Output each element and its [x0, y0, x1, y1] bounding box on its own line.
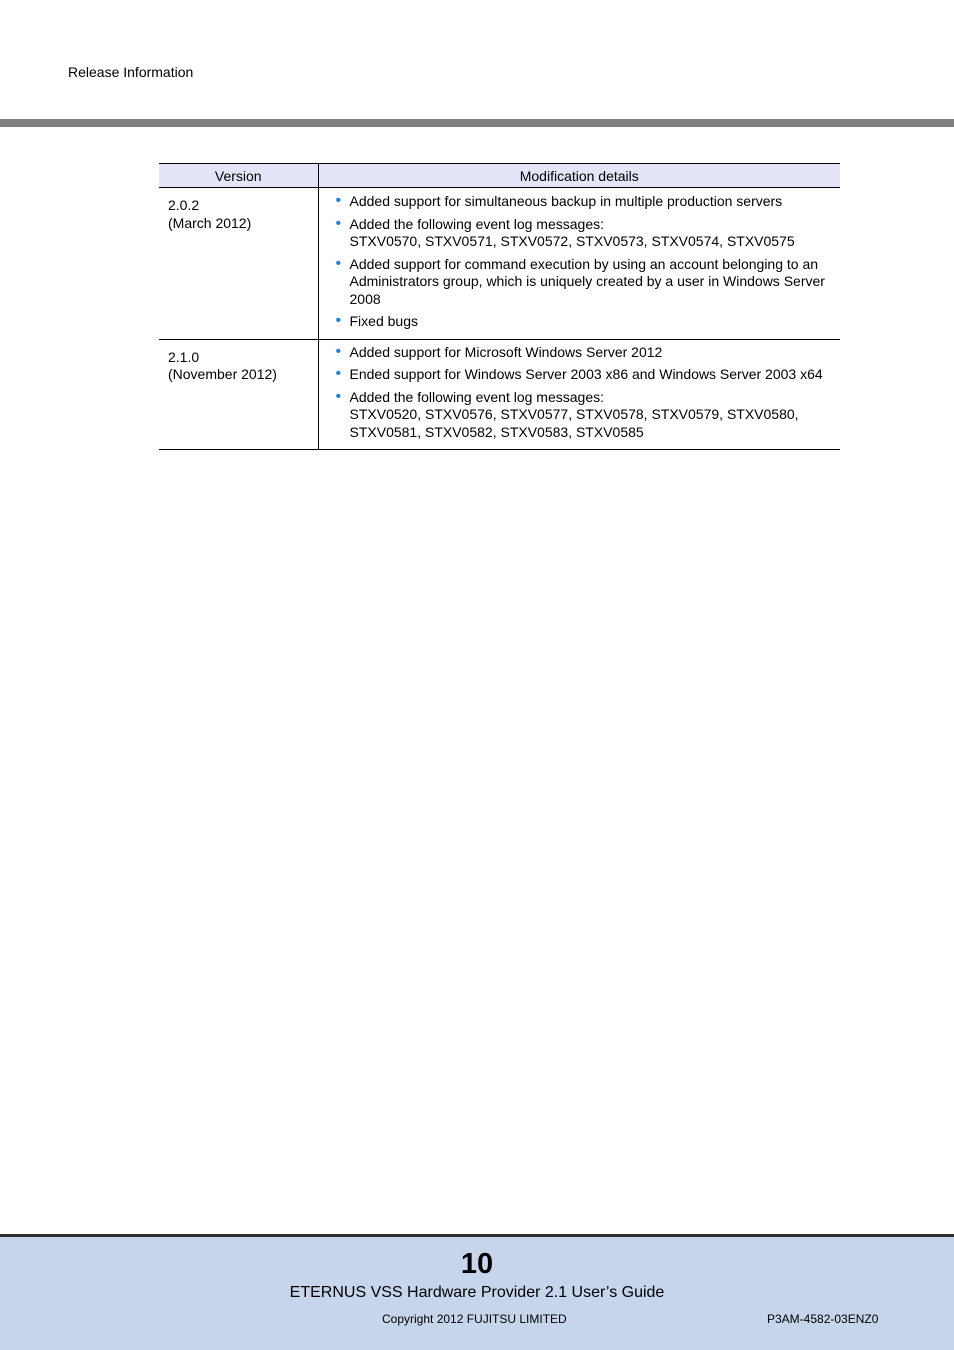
modification-list [336, 344, 833, 442]
running-header: Release Information [68, 64, 194, 80]
version-date: (November 2012) [168, 366, 277, 382]
table-row [159, 339, 840, 450]
document-title: ETERNUS VSS Hardware Provider 2.1 User’s Guide [289, 1284, 665, 1301]
list-item: • Added support for Microsoft Windows Server 2012 [336, 344, 833, 362]
modification-cell [318, 339, 840, 450]
version-cell [159, 188, 318, 340]
list-item: • Added the following event log messages: STXV0520, STXV0576, STXV0577, STXV0578, STXV0579, STXV0580, STXV0581, STXV0582, STXV0583, STXV0585 [336, 389, 833, 442]
list-item: • Ended support for Windows Server 2003 x86 and Windows Server 2003 x64 [336, 366, 833, 384]
column-header-modification-details: Modification details [318, 164, 840, 188]
version-number: 2.1.0 [168, 348, 200, 365]
list-item: • Added the following event log messages: STXV0570, STXV0571, STXV0572, STXV0573, STXV0574, STXV0575 [336, 216, 833, 251]
list-item: • Added support for simultaneous backup in multiple production servers [336, 193, 833, 211]
page-footer [0, 1234, 954, 1350]
modification-list [336, 193, 833, 331]
column-header-version: Version [159, 164, 318, 188]
modification-cell [318, 188, 840, 340]
page-number: 10 [460, 1248, 494, 1280]
table-row [159, 188, 840, 340]
version-number: 2.0.2 [168, 197, 200, 213]
header-rule [0, 119, 954, 127]
list-item: • Added support for command execution by using an account belonging to an Administrators group, which is uniquely created by a user in Windows Server 2008 [336, 256, 833, 309]
version-date: (March 2012) [168, 214, 252, 231]
table-header-row [159, 164, 840, 188]
revision-history-table [159, 163, 840, 450]
copyright-notice: Copyright 2012 FUJITSU LIMITED [382, 1312, 567, 1326]
document-code: P3AM-4582-03ENZ0 [767, 1312, 879, 1326]
version-cell [159, 339, 318, 450]
list-item: • Fixed bugs [336, 313, 833, 331]
